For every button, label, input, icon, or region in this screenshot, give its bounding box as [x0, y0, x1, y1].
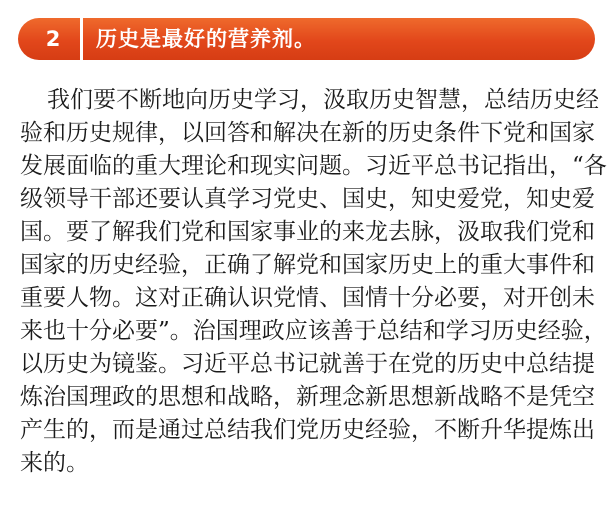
- paragraph-line: 来也十分必要”。治国理政应该善于总结和学习历史经验，: [20, 318, 607, 344]
- section-title: 历史是最好的营养剂。: [96, 27, 316, 51]
- section-number: 2: [45, 27, 61, 51]
- paragraph-line: 我们要不断地向历史学习，汲取历史智慧，总结历史经: [47, 87, 599, 113]
- body-paragraph: [20, 84, 607, 480]
- paragraph-line: 国家的历史经验，正确了解党和国家历史上的重大事件和: [20, 252, 595, 278]
- paragraph-line: 国。要了解我们党和国家事业的来龙去脉，汲取我们党和: [20, 219, 595, 245]
- paragraph-line: 重要人物。这对正确认识党情、国情十分必要，对开创未: [20, 285, 595, 311]
- paragraph-line: 以历史为镜鉴。习近平总书记就善于在党的历史中总结提: [20, 351, 595, 377]
- paragraph-line: 发展面临的重大理论和现实问题。习近平总书记指出，“各: [20, 153, 607, 179]
- paragraph-line: 产生的，而是通过总结我们党历史经验，不断升华提炼出: [20, 417, 595, 443]
- paragraph-line: 验和历史规律，以回答和解决在新的历史条件下党和国家: [20, 120, 595, 146]
- header-divider: [80, 18, 83, 60]
- paragraph-line: 炼治国理政的思想和战略，新理念新思想新战略不是凭空: [20, 384, 595, 410]
- paragraph-line: 级领导干部还要认真学习党史、国史，知史爱党，知史爱: [20, 186, 595, 212]
- section-header: [18, 18, 595, 60]
- paragraph-line: 来的。: [20, 450, 89, 476]
